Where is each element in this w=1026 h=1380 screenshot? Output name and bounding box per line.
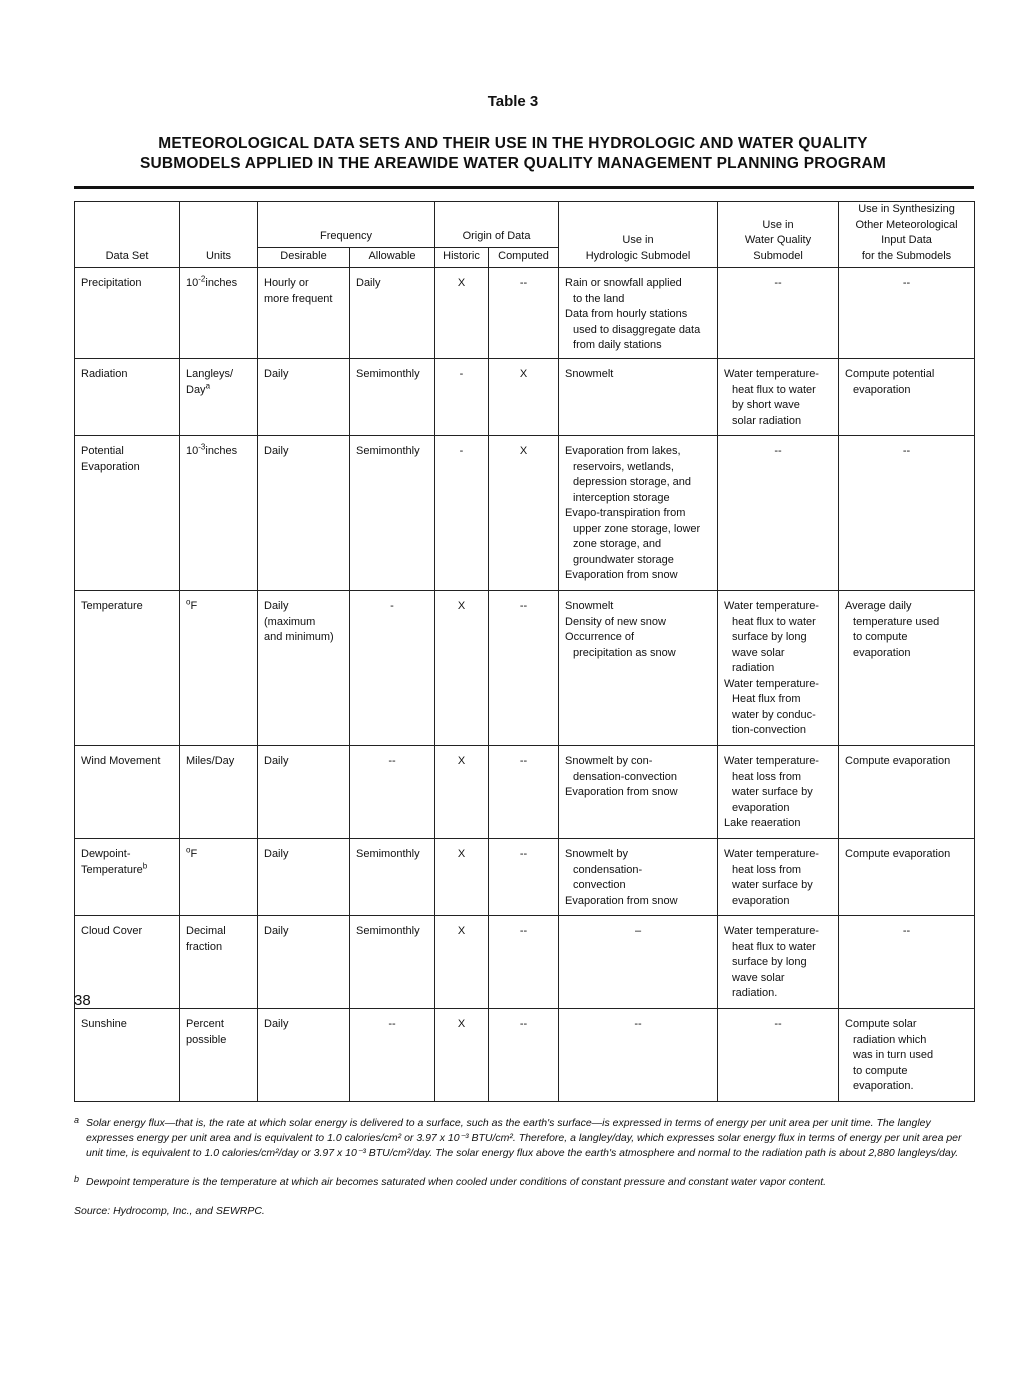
units-line2: Day xyxy=(186,383,206,396)
cell-hydrologic-use xyxy=(559,916,718,1009)
cell-units xyxy=(180,746,258,839)
cell-allowable xyxy=(350,591,435,746)
cell-data-set xyxy=(75,1009,180,1102)
cell-water-quality-use-line: evaporation xyxy=(732,801,790,814)
cell-water-quality-use xyxy=(718,839,839,916)
cell-hydrologic-use-line: Evaporation from snow xyxy=(565,786,678,798)
cell-water-quality-use-line: heat loss from xyxy=(732,770,802,783)
cell-synthesizing-use-line: -- xyxy=(902,925,911,937)
cell-allowable-line: - xyxy=(390,600,394,612)
cell-allowable-line: Semimonthly xyxy=(356,445,420,457)
header-use-in-synthesizing: Use in Synthesizing Other Meteorological Input Data for the Submodels xyxy=(839,202,975,268)
cell-desirable-line: and minimum) xyxy=(264,631,334,643)
cell-water-quality-use-line: radiation. xyxy=(732,987,778,999)
cell-desirable-line: Daily xyxy=(264,848,289,860)
cell-desirable-line: Daily xyxy=(264,600,289,612)
data-set-line: Radiation xyxy=(81,368,128,380)
cell-hydrologic-use-line: upper zone storage, lower xyxy=(573,522,701,535)
cell-hydrologic-use-line: used to disaggregate data xyxy=(573,323,701,336)
cell-water-quality-use-line: wave solar xyxy=(732,646,785,659)
cell-water-quality-use-line: heat flux to water xyxy=(732,383,816,396)
cell-water-quality-use-line: surface by long xyxy=(732,956,807,968)
table-label: Table 3 xyxy=(487,93,539,110)
cell-historic: X xyxy=(435,268,489,359)
cell-water-quality-use xyxy=(718,359,839,436)
cell-historic: X xyxy=(435,839,489,916)
cell-water-quality-use-line: water surface by xyxy=(732,786,813,798)
table-row xyxy=(75,746,975,839)
cell-units xyxy=(180,436,258,591)
cell-hydrologic-use-line: densation-convection xyxy=(573,770,677,783)
data-set-line: Sunshine xyxy=(81,1018,127,1030)
cell-hydrologic-use-line: Data from hourly stations xyxy=(565,308,688,320)
cell-hydrologic-use xyxy=(559,591,718,746)
cell-hydrologic-use-line: Evaporation from snow xyxy=(565,569,678,581)
title-rule xyxy=(74,186,974,189)
cell-synthesizing-use-line: Compute solar xyxy=(845,1018,917,1030)
cell-data-set xyxy=(75,268,180,359)
cell-historic: - xyxy=(435,436,489,591)
cell-hydrologic-use-line: – xyxy=(634,925,642,937)
cell-hydrologic-use-line: Snowmelt xyxy=(565,368,614,380)
cell-water-quality-use-line: Water temperature- xyxy=(724,848,819,860)
footnote-b-text: Dewpoint temperature is the temperature at which air becomes saturated when cooled under conditions of constant pressure and constant water vapor content. xyxy=(86,1176,827,1188)
cell-synthesizing-use-line: Compute evaporation xyxy=(845,755,951,767)
footnote-a xyxy=(74,1116,974,1161)
table-row xyxy=(75,591,975,746)
cell-hydrologic-use xyxy=(559,268,718,359)
cell-data-set xyxy=(75,746,180,839)
cell-desirable-line: Hourly or xyxy=(264,277,309,289)
cell-units xyxy=(180,359,258,436)
table-row xyxy=(75,1009,975,1102)
header-data-set: Data Set xyxy=(75,202,180,268)
cell-allowable-line: -- xyxy=(388,1018,396,1030)
units-text: Langleys/ xyxy=(186,368,234,380)
cell-data-set xyxy=(75,591,180,746)
header-computed: Computed xyxy=(489,248,559,268)
units-text: 10 xyxy=(186,445,199,457)
cell-water-quality-use-line: tion-convection xyxy=(732,724,807,736)
cell-synthesizing-use xyxy=(839,591,975,746)
cell-hydrologic-use-line: -- xyxy=(634,1018,642,1030)
units-suffix: F xyxy=(190,848,198,860)
units-superscript: -3 xyxy=(198,442,206,452)
cell-water-quality-use xyxy=(718,436,839,591)
cell-water-quality-use-line: solar radiation xyxy=(732,414,802,427)
cell-allowable xyxy=(350,1009,435,1102)
cell-hydrologic-use xyxy=(559,746,718,839)
units-text: 10 xyxy=(186,277,199,289)
cell-water-quality-use-line: evaporation xyxy=(732,894,790,907)
cell-historic: X xyxy=(435,916,489,1009)
cell-synthesizing-use xyxy=(839,839,975,916)
cell-water-quality-use-line: by short wave xyxy=(732,399,800,411)
cell-data-set xyxy=(75,839,180,916)
units-text: Decimal xyxy=(186,925,226,937)
cell-computed: -- xyxy=(489,746,559,839)
cell-allowable xyxy=(350,436,435,591)
footnote-ref: a xyxy=(205,380,211,390)
data-set-line: Precipitation xyxy=(81,277,142,289)
table-row xyxy=(75,359,975,436)
cell-water-quality-use xyxy=(718,746,839,839)
cell-allowable xyxy=(350,359,435,436)
cell-hydrologic-use-line: Rain or snowfall applied xyxy=(565,277,682,289)
title-line-2: SUBMODELS APPLIED IN THE AREAWIDE WATER QUALITY MANAGEMENT PLANNING PROGRAM xyxy=(139,155,887,172)
header-origin-of-data: Origin of Data xyxy=(435,202,559,248)
cell-units xyxy=(180,839,258,916)
data-set-line: Cloud Cover xyxy=(81,925,143,937)
cell-desirable xyxy=(258,436,350,591)
data-set-line: Temperature xyxy=(81,863,143,876)
cell-synthesizing-use xyxy=(839,746,975,839)
cell-synthesizing-use xyxy=(839,916,975,1009)
cell-historic: X xyxy=(435,746,489,839)
cell-water-quality-use-line: water surface by xyxy=(732,879,813,891)
cell-water-quality-use-line: -- xyxy=(774,445,782,457)
cell-synthesizing-use-line: Average daily xyxy=(845,600,912,612)
cell-allowable xyxy=(350,839,435,916)
cell-computed: -- xyxy=(489,916,559,1009)
cell-desirable xyxy=(258,1009,350,1102)
cell-desirable-line: more frequent xyxy=(264,292,333,305)
cell-hydrologic-use xyxy=(559,359,718,436)
cell-units xyxy=(180,916,258,1009)
cell-units xyxy=(180,1009,258,1102)
cell-data-set xyxy=(75,436,180,591)
cell-allowable-line: Semimonthly xyxy=(356,368,420,380)
cell-water-quality-use-line: heat flux to water xyxy=(732,940,816,953)
cell-water-quality-use xyxy=(718,268,839,359)
data-set-line: Wind Movement xyxy=(81,755,161,767)
cell-synthesizing-use xyxy=(839,268,975,359)
units-line2: fraction xyxy=(186,940,223,953)
cell-hydrologic-use-line: Evapo-transpiration from xyxy=(565,507,686,519)
header-frequency: Frequency xyxy=(258,202,435,248)
cell-water-quality-use-line: Water temperature- xyxy=(724,368,819,380)
units-superscript: o xyxy=(186,845,191,855)
cell-water-quality-use-line: water by conduc- xyxy=(732,708,816,721)
cell-historic: X xyxy=(435,591,489,746)
cell-units xyxy=(180,268,258,359)
cell-hydrologic-use-line: Snowmelt by con- xyxy=(565,755,653,767)
header-use-in-water-quality-submodel: Use in Water Quality Submodel xyxy=(718,202,839,268)
cell-allowable-line: Semimonthly xyxy=(356,848,420,860)
cell-water-quality-use-line: wave solar xyxy=(732,971,785,984)
cell-water-quality-use-line: -- xyxy=(774,1018,782,1030)
cell-hydrologic-use-line: zone storage, and xyxy=(573,538,662,550)
cell-computed: X xyxy=(489,436,559,591)
cell-water-quality-use-line: heat loss from xyxy=(732,863,802,876)
cell-computed: -- xyxy=(489,1009,559,1102)
cell-allowable xyxy=(350,746,435,839)
cell-allowable-line: Daily xyxy=(356,277,381,289)
units-line2: possible xyxy=(186,1033,227,1046)
cell-desirable-line: Daily xyxy=(264,925,289,937)
cell-allowable xyxy=(350,268,435,359)
table-row xyxy=(75,916,975,1009)
units-text: Miles/Day xyxy=(186,755,235,767)
cell-hydrologic-use-line: interception storage xyxy=(573,491,670,504)
header-allowable: Allowable xyxy=(350,248,435,268)
data-set-line: Dewpoint- xyxy=(81,848,131,860)
cell-hydrologic-use-line: precipitation as snow xyxy=(573,646,676,659)
table-row xyxy=(75,839,975,916)
cell-hydrologic-use-line: to the land xyxy=(573,292,625,305)
units-text: Percent xyxy=(186,1018,224,1030)
cell-synthesizing-use-line: to compute xyxy=(853,1064,908,1077)
units-suffix: F xyxy=(190,600,198,612)
table-row xyxy=(75,436,975,591)
cell-synthesizing-use-line: Compute evaporation xyxy=(845,848,951,860)
units-superscript: o xyxy=(186,597,191,607)
cell-desirable xyxy=(258,839,350,916)
table-body xyxy=(75,268,975,1102)
cell-water-quality-use-line: Water temperature- xyxy=(724,600,819,612)
cell-computed: X xyxy=(489,359,559,436)
table-title xyxy=(40,134,986,174)
cell-hydrologic-use-line: from daily stations xyxy=(573,339,662,351)
cell-water-quality-use xyxy=(718,1009,839,1102)
cell-desirable xyxy=(258,268,350,359)
cell-water-quality-use xyxy=(718,591,839,746)
data-set-line: Potential xyxy=(81,445,124,457)
cell-synthesizing-use-line: Compute potential xyxy=(845,368,935,380)
title-line-1: METEOROLOGICAL DATA SETS AND THEIR USE IN THE HYDROLOGIC AND WATER QUALITY xyxy=(158,135,868,152)
cell-desirable-line: Daily xyxy=(264,368,289,380)
cell-hydrologic-use-line: convection xyxy=(573,879,626,891)
footnote-a-mark: a xyxy=(74,1115,80,1125)
cell-synthesizing-use-line: -- xyxy=(902,445,911,457)
cell-synthesizing-use xyxy=(839,436,975,591)
cell-hydrologic-use xyxy=(559,436,718,591)
cell-hydrologic-use xyxy=(559,1009,718,1102)
cell-synthesizing-use-line: evaporation. xyxy=(853,1080,914,1092)
units-suffix: inches xyxy=(205,277,238,289)
header-units: Units xyxy=(180,202,258,268)
cell-water-quality-use-line: Lake reaeration xyxy=(724,817,801,829)
cell-hydrologic-use-line: Density of new snow xyxy=(565,615,666,628)
cell-synthesizing-use-line: -- xyxy=(902,277,911,289)
cell-synthesizing-use-line: evaporation xyxy=(853,383,911,396)
page-number: 38 xyxy=(74,992,91,1009)
cell-water-quality-use-line: -- xyxy=(774,277,782,289)
cell-hydrologic-use-line: Evaporation from lakes, xyxy=(565,445,681,457)
table-row xyxy=(75,268,975,359)
cell-desirable-line: (maximum xyxy=(264,615,316,628)
cell-allowable-line: -- xyxy=(388,755,396,767)
cell-hydrologic-use xyxy=(559,839,718,916)
cell-desirable xyxy=(258,591,350,746)
cell-hydrologic-use-line: condensation- xyxy=(573,863,643,876)
cell-allowable xyxy=(350,916,435,1009)
cell-water-quality-use xyxy=(718,916,839,1009)
cell-allowable-line: Semimonthly xyxy=(356,925,420,937)
footnote-a-text: Solar energy flux—that is, the rate at which solar energy is delivered to a surface, such as the earth's surface—is expressed in terms of energy per unit area per unit time. The langley expresses energy per unit area and is equivalent to 1.0 calories/cm² or 3.97 x 10⁻³ BTU/cm². Therefore, a langley/day, which expresses solar energy flux in terms of energy per unit area per unit time, is equivalent to 1.0 calories/cm²/day or 3.97 x 10⁻³ BTU/cm²/day. The solar energy flux above the earth's atmosphere and normal to the radiation path is about 2,880 langleys/day. xyxy=(86,1117,962,1159)
cell-hydrologic-use-line: reservoirs, wetlands, xyxy=(573,460,674,473)
cell-water-quality-use-line: Water temperature- xyxy=(724,677,819,690)
cell-desirable xyxy=(258,746,350,839)
cell-computed: -- xyxy=(489,268,559,359)
cell-desirable-line: Daily xyxy=(264,755,289,767)
cell-synthesizing-use xyxy=(839,1009,975,1102)
cell-synthesizing-use-line: to compute xyxy=(853,631,908,643)
cell-units xyxy=(180,591,258,746)
cell-synthesizing-use-line: was in turn used xyxy=(853,1049,934,1061)
cell-water-quality-use-line: Water temperature- xyxy=(724,925,819,937)
footnote-b xyxy=(74,1175,974,1190)
data-set-line: Temperature xyxy=(81,600,143,612)
footnote-b-mark: b xyxy=(74,1174,80,1184)
cell-synthesizing-use-line: temperature used xyxy=(853,615,940,628)
cell-water-quality-use-line: surface by long xyxy=(732,631,807,643)
cell-desirable-line: Daily xyxy=(264,1018,289,1030)
meteorological-data-table xyxy=(74,201,975,1102)
cell-water-quality-use-line: Water temperature- xyxy=(724,755,819,767)
footnote-ref: b xyxy=(142,860,148,870)
header-use-in-hydrologic-submodel: Use in Hydrologic Submodel xyxy=(559,202,718,268)
cell-historic: X xyxy=(435,1009,489,1102)
cell-computed: -- xyxy=(489,839,559,916)
source-note: Source: Hydrocomp, Inc., and SEWRPC. xyxy=(74,1205,265,1217)
units-suffix: inches xyxy=(205,445,238,457)
header-desirable: Desirable xyxy=(258,248,350,268)
footnotes xyxy=(74,1116,974,1220)
cell-hydrologic-use-line: Occurrence of xyxy=(565,631,635,643)
cell-hydrologic-use-line: groundwater storage xyxy=(573,553,674,566)
cell-hydrologic-use-line: Snowmelt xyxy=(565,600,614,612)
cell-computed: -- xyxy=(489,591,559,746)
cell-hydrologic-use-line: depression storage, and xyxy=(573,476,692,488)
cell-hydrologic-use-line: Snowmelt by xyxy=(565,848,628,860)
header-historic: Historic xyxy=(435,248,489,268)
cell-desirable xyxy=(258,359,350,436)
cell-synthesizing-use xyxy=(839,359,975,436)
cell-desirable xyxy=(258,916,350,1009)
cell-historic: - xyxy=(435,359,489,436)
cell-water-quality-use-line: Heat flux from xyxy=(732,693,801,705)
cell-desirable-line: Daily xyxy=(264,445,289,457)
cell-synthesizing-use-line: radiation which xyxy=(853,1033,927,1046)
cell-hydrologic-use-line: Evaporation from snow xyxy=(565,894,678,907)
units-superscript: -2 xyxy=(198,274,206,284)
cell-water-quality-use-line: heat flux to water xyxy=(732,615,816,628)
cell-data-set xyxy=(75,359,180,436)
cell-water-quality-use-line: radiation xyxy=(732,662,775,674)
data-set-line: Evaporation xyxy=(81,460,140,473)
cell-synthesizing-use-line: evaporation xyxy=(853,646,911,659)
